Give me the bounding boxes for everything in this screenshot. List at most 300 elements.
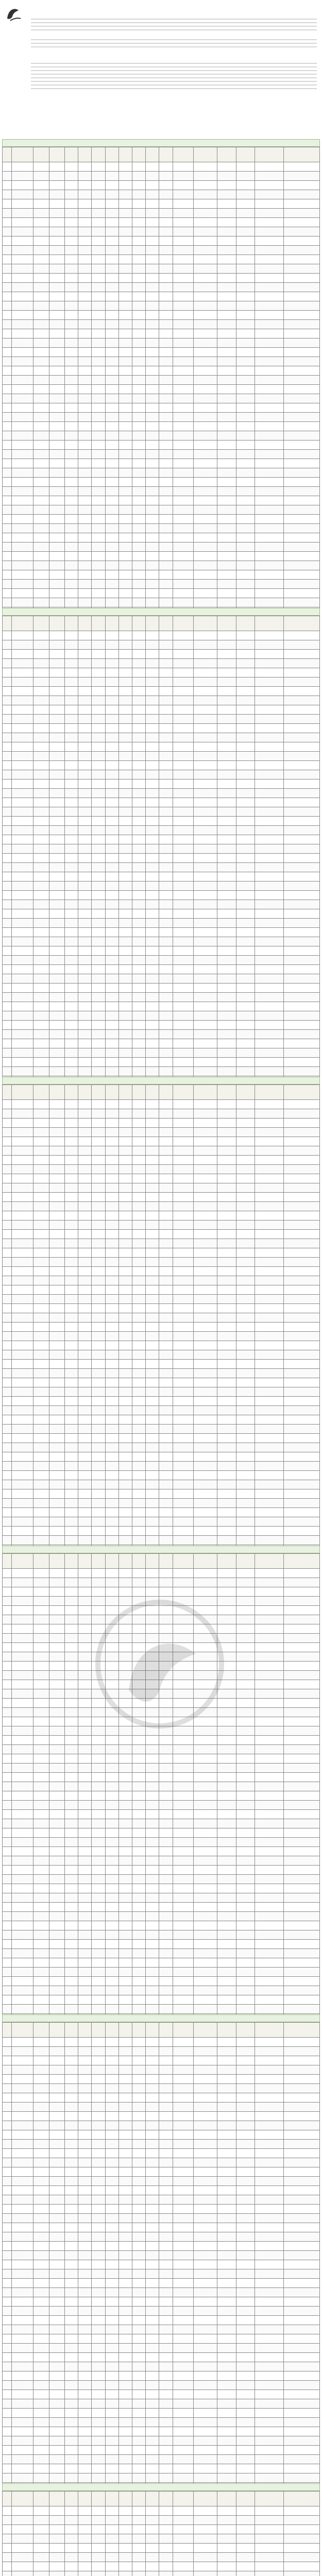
table-cell — [173, 1434, 193, 1443]
table-cell — [236, 2130, 255, 2140]
table-cell — [64, 1258, 78, 1267]
table-cell — [132, 2381, 145, 2390]
table-cell — [105, 227, 118, 236]
table-cell — [78, 1828, 92, 1838]
table-cell — [217, 668, 236, 677]
table-cell — [255, 2084, 283, 2093]
table-cell — [78, 2038, 92, 2047]
table-row — [3, 1360, 320, 1369]
table-cell — [193, 403, 217, 413]
table-cell — [118, 1193, 132, 1202]
table-cell — [217, 1406, 236, 1415]
table-cell — [3, 742, 12, 752]
table-cell — [159, 1415, 173, 1425]
table-cell — [33, 2075, 49, 2084]
table-row — [3, 1285, 320, 1295]
table-cell — [49, 311, 64, 320]
table-cell — [49, 715, 64, 724]
table-cell — [284, 366, 320, 376]
table-cell — [193, 2418, 217, 2427]
table-cell — [118, 1406, 132, 1415]
table-cell — [92, 311, 105, 320]
table-cell — [217, 2307, 236, 2316]
table-cell — [33, 505, 49, 515]
table-cell — [255, 1258, 283, 1267]
table-cell — [284, 181, 320, 190]
table-cell — [118, 2464, 132, 2473]
table-cell — [255, 770, 283, 779]
table-cell — [78, 1699, 92, 1708]
table-cell — [193, 172, 217, 181]
table-cell — [49, 1156, 64, 1165]
table-cell — [33, 677, 49, 687]
table-cell — [78, 227, 92, 236]
table-cell — [217, 2038, 236, 2047]
table-cell — [33, 2251, 49, 2260]
table-cell — [64, 640, 78, 650]
table-cell — [193, 1221, 217, 1230]
table-cell — [173, 974, 193, 984]
table-cell — [64, 2446, 78, 2455]
table-cell — [193, 413, 217, 422]
table-cell — [236, 909, 255, 919]
table-cell — [12, 1699, 33, 1708]
table-cell — [118, 2121, 132, 2130]
table-cell — [132, 1193, 145, 1202]
table-cell — [159, 965, 173, 974]
table-header-cell — [217, 1085, 236, 1100]
table-cell — [64, 329, 78, 338]
table-cell — [217, 422, 236, 431]
table-cell — [236, 2158, 255, 2167]
table-cell — [78, 1782, 92, 1791]
table-cell — [217, 974, 236, 984]
table-cell — [217, 1128, 236, 1137]
table-cell — [173, 162, 193, 172]
table-cell — [255, 2464, 283, 2473]
table-cell — [284, 1615, 320, 1624]
table-row — [3, 2056, 320, 2065]
table-cell — [3, 1258, 12, 1267]
table-row — [3, 1875, 320, 1884]
table-cell — [118, 1239, 132, 1248]
table-cell — [146, 1378, 159, 1387]
table-cell — [92, 2112, 105, 2121]
table-header-cell — [236, 147, 255, 162]
table-cell — [33, 2297, 49, 2307]
table-cell — [33, 487, 49, 496]
table-cell — [64, 1615, 78, 1624]
table-cell — [118, 835, 132, 844]
table-cell — [159, 2446, 173, 2455]
table-cell — [173, 2195, 193, 2205]
table-cell — [159, 1452, 173, 1462]
table-cell — [193, 2038, 217, 2047]
table-cell — [284, 1285, 320, 1295]
table-cell — [78, 779, 92, 789]
table-cell — [146, 1652, 159, 1662]
table-cell — [159, 2056, 173, 2065]
table-cell — [173, 1387, 193, 1397]
table-cell — [33, 1276, 49, 1285]
table-cell — [173, 1903, 193, 1912]
table-cell — [33, 2553, 49, 2562]
table-cell — [118, 1736, 132, 1745]
table-cell — [217, 2260, 236, 2269]
table-cell — [78, 236, 92, 246]
table-cell — [64, 1146, 78, 1156]
table-cell — [132, 872, 145, 882]
table-cell — [33, 2571, 49, 2576]
table-cell — [3, 459, 12, 468]
table-cell — [3, 1634, 12, 1643]
table-header-cell — [193, 2023, 217, 2038]
table-cell — [217, 705, 236, 715]
table-cell — [132, 826, 145, 835]
table-cell — [118, 580, 132, 589]
table-row — [3, 1109, 320, 1118]
table-cell — [118, 2516, 132, 2525]
table-cell — [12, 1156, 33, 1165]
table-cell — [217, 2056, 236, 2065]
table-cell — [146, 1569, 159, 1578]
table-cell — [284, 1415, 320, 1425]
table-cell — [255, 2362, 283, 2371]
table-cell — [49, 338, 64, 348]
table-cell — [105, 1387, 118, 1397]
table-cell — [3, 561, 12, 570]
table-cell — [255, 1968, 283, 1977]
table-cell — [3, 761, 12, 770]
table-cell — [173, 1258, 193, 1267]
table-cell — [64, 1662, 78, 1671]
table-cell — [3, 1415, 12, 1425]
table-cell — [132, 2525, 145, 2534]
table-cell — [173, 2269, 193, 2279]
table-cell — [193, 561, 217, 570]
table-cell — [12, 413, 33, 422]
table-cell — [33, 752, 49, 761]
table-cell — [236, 1680, 255, 1689]
table-cell — [78, 789, 92, 798]
table-cell — [49, 2427, 64, 2436]
table-cell — [3, 246, 12, 255]
table-cell — [118, 2279, 132, 2288]
table-cell — [159, 2214, 173, 2223]
table-cell — [217, 1536, 236, 1545]
table-cell — [173, 2446, 193, 2455]
table-cell — [12, 1323, 33, 1332]
table-cell — [49, 561, 64, 570]
table-cell — [118, 2214, 132, 2223]
table-cell — [193, 543, 217, 552]
table-cell — [49, 1726, 64, 1736]
table-cell — [92, 1248, 105, 1258]
table-cell — [284, 236, 320, 246]
table-cell — [284, 2167, 320, 2177]
table-cell — [49, 1471, 64, 1480]
table-header-cell — [159, 1085, 173, 1100]
table-cell — [92, 1313, 105, 1323]
table-row — [3, 2399, 320, 2409]
table-cell — [3, 2065, 12, 2075]
table-cell — [255, 1202, 283, 1211]
table-cell — [64, 218, 78, 227]
table-cell — [64, 687, 78, 696]
table-cell — [236, 2140, 255, 2149]
table-cell — [64, 1569, 78, 1578]
table-header-cell — [64, 616, 78, 631]
table-cell — [64, 900, 78, 909]
table-cell — [3, 1443, 12, 1452]
table-cell — [118, 1884, 132, 1893]
table-cell — [105, 733, 118, 742]
table-cell — [255, 366, 283, 376]
table-cell — [49, 2436, 64, 2446]
table-cell — [193, 357, 217, 366]
table-cell — [33, 301, 49, 311]
table-cell — [132, 1369, 145, 1378]
table-cell — [284, 2534, 320, 2544]
table-cell — [236, 1782, 255, 1791]
table-cell — [49, 1930, 64, 1940]
table-cell — [64, 190, 78, 199]
table-cell — [159, 1058, 173, 1067]
table-cell — [132, 552, 145, 561]
table-cell — [105, 236, 118, 246]
table-cell — [173, 2534, 193, 2544]
table-cell — [132, 1378, 145, 1387]
table-cell — [12, 668, 33, 677]
table-cell — [118, 640, 132, 650]
table-cell — [118, 589, 132, 598]
table-cell — [92, 1717, 105, 1726]
table-cell — [92, 946, 105, 956]
table-cell — [49, 1578, 64, 1587]
table-cell — [78, 826, 92, 835]
table-cell — [255, 974, 283, 984]
table-cell — [146, 515, 159, 524]
table-cell — [49, 946, 64, 956]
table-cell — [3, 2544, 12, 2553]
table-header-cell — [146, 1554, 159, 1569]
table-cell — [118, 487, 132, 496]
table-cell — [64, 2177, 78, 2186]
table-cell — [236, 1118, 255, 1128]
table-cell — [173, 2121, 193, 2130]
table-cell — [159, 1285, 173, 1295]
table-cell — [146, 752, 159, 761]
table-cell — [217, 1471, 236, 1480]
table-cell — [78, 882, 92, 891]
table-cell — [105, 2553, 118, 2562]
table-cell — [159, 956, 173, 965]
table-row — [3, 752, 320, 761]
table-cell — [78, 1856, 92, 1866]
table-cell — [118, 946, 132, 956]
table-cell — [33, 1471, 49, 1480]
table-cell — [236, 1968, 255, 1977]
table-cell — [236, 872, 255, 882]
table-cell — [118, 440, 132, 450]
table-cell — [159, 1462, 173, 1471]
table-row — [3, 1211, 320, 1221]
table-cell — [173, 2427, 193, 2436]
table-cell — [3, 283, 12, 292]
table-row — [3, 385, 320, 394]
table-cell — [105, 1499, 118, 1508]
table-cell — [284, 2005, 320, 2014]
table-cell — [173, 1443, 193, 1452]
table-cell — [284, 1276, 320, 1285]
table-cell — [255, 2371, 283, 2381]
table-cell — [132, 2279, 145, 2288]
table-cell — [193, 1109, 217, 1118]
table-cell — [78, 1387, 92, 1397]
table-cell — [173, 2103, 193, 2112]
table-cell — [118, 385, 132, 394]
table-cell — [284, 320, 320, 329]
table-header-cell — [173, 1085, 193, 1100]
table-cell — [3, 199, 12, 209]
table-cell — [3, 1624, 12, 1634]
table-cell — [217, 1671, 236, 1680]
table-cell — [193, 440, 217, 450]
table-cell — [92, 1810, 105, 1819]
table-cell — [12, 246, 33, 255]
table-cell — [92, 1569, 105, 1578]
table-cell — [118, 2242, 132, 2251]
table-cell — [217, 1643, 236, 1652]
table-cell — [284, 993, 320, 1002]
table-cell — [33, 598, 49, 607]
table-cell — [217, 403, 236, 413]
table-cell — [92, 1866, 105, 1875]
table-cell — [64, 2242, 78, 2251]
table-cell — [78, 1643, 92, 1652]
table-cell — [78, 974, 92, 984]
table-cell — [284, 2084, 320, 2093]
table-cell — [3, 1819, 12, 1828]
table-cell — [118, 524, 132, 533]
table-cell — [33, 2130, 49, 2140]
table-cell — [64, 1048, 78, 1058]
table-cell — [64, 413, 78, 422]
table-cell — [236, 1754, 255, 1764]
table-cell — [49, 394, 64, 403]
table-cell — [118, 2544, 132, 2553]
table-cell — [78, 496, 92, 505]
table-cell — [3, 2195, 12, 2205]
table-cell — [146, 1597, 159, 1606]
table-header-cell — [132, 147, 145, 162]
table-cell — [78, 1202, 92, 1211]
table-cell — [118, 1968, 132, 1977]
table-cell — [3, 1452, 12, 1462]
table-cell — [33, 1587, 49, 1597]
table-cell — [78, 589, 92, 598]
table-row — [3, 1406, 320, 1415]
table-cell — [255, 478, 283, 487]
table-cell — [255, 1958, 283, 1968]
table-cell — [193, 1745, 217, 1754]
table-cell — [105, 478, 118, 487]
table-cell — [64, 2075, 78, 2084]
table-cell — [105, 826, 118, 835]
table-cell — [64, 2158, 78, 2167]
table-cell — [132, 1624, 145, 1634]
table-cell — [132, 1030, 145, 1039]
table-cell — [3, 882, 12, 891]
table-cell — [146, 715, 159, 724]
table-cell — [173, 1174, 193, 1183]
table-cell — [78, 1578, 92, 1587]
table-cell — [78, 2362, 92, 2371]
table-cell — [146, 2158, 159, 2167]
table-cell — [217, 1587, 236, 1597]
table-cell — [146, 580, 159, 589]
table-cell — [159, 1048, 173, 1058]
table-cell — [33, 264, 49, 274]
table-cell — [159, 2130, 173, 2140]
table-cell — [284, 872, 320, 882]
table-cell — [159, 1369, 173, 1378]
table-cell — [3, 2167, 12, 2177]
table-cell — [159, 1745, 173, 1754]
table-cell — [193, 1680, 217, 1689]
table-cell — [236, 181, 255, 190]
table-cell — [118, 1387, 132, 1397]
table-cell — [105, 1332, 118, 1341]
table-cell — [118, 2446, 132, 2455]
table-cell — [132, 2409, 145, 2418]
table-cell — [159, 440, 173, 450]
table-cell — [284, 1810, 320, 1819]
table-cell — [3, 1662, 12, 1671]
table-cell — [146, 1726, 159, 1736]
table-cell — [12, 2371, 33, 2381]
table-cell — [92, 459, 105, 468]
table-cell — [3, 2260, 12, 2269]
table-cell — [146, 761, 159, 770]
table-cell — [33, 385, 49, 394]
table-cell — [255, 2344, 283, 2353]
table-cell — [146, 1884, 159, 1893]
table-cell — [173, 1193, 193, 1202]
table-cell — [12, 2005, 33, 2014]
table-cell — [12, 2353, 33, 2362]
table-cell — [217, 1810, 236, 1819]
table-cell — [217, 807, 236, 817]
table-cell — [217, 919, 236, 928]
table-cell — [78, 1791, 92, 1801]
table-cell — [193, 1569, 217, 1578]
table-cell — [64, 724, 78, 733]
table-cell — [146, 1239, 159, 1248]
table-cell — [64, 891, 78, 900]
table-header-cell — [33, 1085, 49, 1100]
table-cell — [49, 2195, 64, 2205]
table-cell — [64, 1067, 78, 1076]
table-cell — [236, 2553, 255, 2562]
table-cell — [193, 1489, 217, 1499]
table-cell — [173, 2473, 193, 2483]
table-cell — [159, 1597, 173, 1606]
table-cell — [217, 1866, 236, 1875]
table-cell — [284, 394, 320, 403]
table-cell — [78, 2177, 92, 2186]
table-cell — [236, 2334, 255, 2344]
